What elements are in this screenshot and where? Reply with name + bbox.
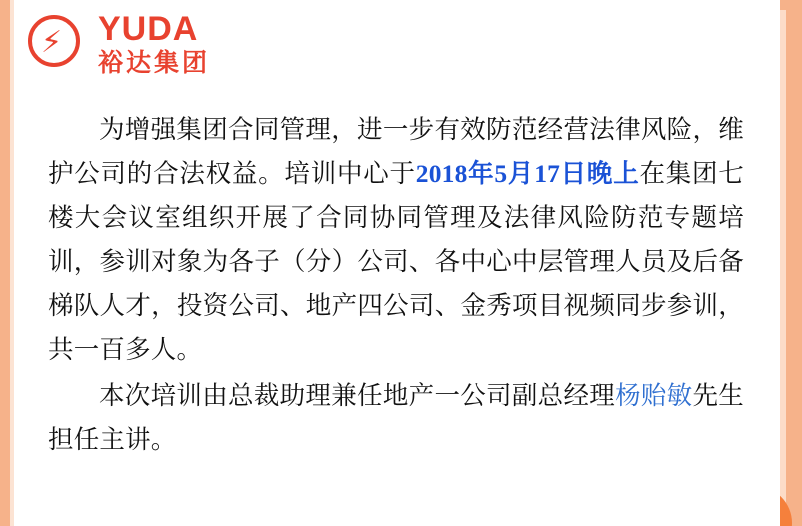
paragraph-1-segment-1: 为增强集团合同管理，进一步有效防范经营法律风险，维护公司的合法权益。培训中心于 <box>48 115 744 188</box>
decorative-right-band <box>786 0 802 526</box>
paragraph-2 <box>48 374 744 462</box>
training-date-highlight: 2018年5月17日晚上 <box>415 159 640 188</box>
decorative-left-band <box>0 0 10 526</box>
paragraph-1-segment-3: 在集团七楼大会议室组织开展了合同协同管理及法律风险防范专题培训，参训对象为各子（分）公司、各中心中层管理人员及后备梯队人才，投资公司、地产四公司、金秀项目视频同步参训，共一百多人。 <box>48 159 744 364</box>
paragraph-2-segment-1: 本次培训由总裁助理兼任地产一公司副总经理 <box>99 381 616 410</box>
document-content <box>14 0 780 526</box>
paragraph-2-segment-3: 先生担任主讲。 <box>48 381 744 454</box>
logo-bolt-glyph: ⚡ <box>41 25 63 60</box>
logo-text-block <box>98 12 210 76</box>
speaker-name-highlight: 杨贻敏 <box>615 381 693 410</box>
article-body <box>48 108 744 464</box>
paragraph-1 <box>48 108 744 372</box>
company-logo <box>28 12 210 76</box>
logo-chinese-name: 裕达集团 <box>98 49 211 77</box>
logo-english-name: YUDA <box>98 10 199 48</box>
yuda-bolt-circle-icon <box>28 15 86 73</box>
